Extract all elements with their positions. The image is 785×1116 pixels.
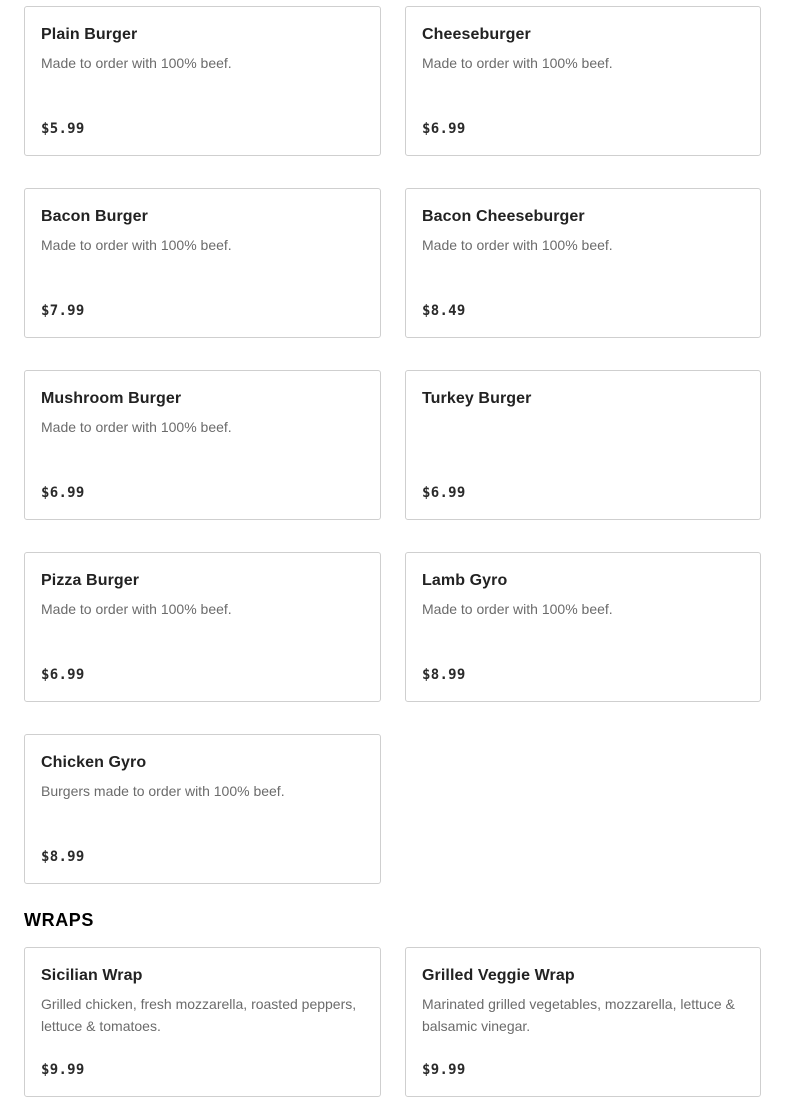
- menu-item-price: $6.99: [41, 485, 85, 501]
- menu-item-description: Grilled chicken, fresh mozzarella, roasted peppers, lettuce & tomatoes.: [41, 996, 357, 1034]
- menu-item-price: $9.99: [41, 1062, 85, 1078]
- menu-item-card[interactable]: [405, 6, 761, 156]
- menu-item-description: Made to order with 100% beef.: [422, 55, 613, 71]
- menu-item-price: $7.99: [41, 303, 85, 319]
- menu-item-name: Grilled Veggie Wrap: [422, 967, 575, 984]
- menu-item-name: Lamb Gyro: [422, 572, 508, 589]
- menu-item-card[interactable]: [24, 6, 381, 156]
- menu-item-name: Chicken Gyro: [41, 754, 147, 771]
- menu-item-card[interactable]: [405, 552, 761, 702]
- menu-item-description: Made to order with 100% beef.: [41, 237, 232, 253]
- menu-item-card[interactable]: [24, 188, 381, 338]
- menu-item-price: $9.99: [422, 1062, 466, 1078]
- menu-item-description: Made to order with 100% beef.: [41, 419, 232, 435]
- menu-item-name: Bacon Cheeseburger: [422, 208, 585, 225]
- menu-item-name: Pizza Burger: [41, 572, 140, 589]
- menu-item-name: Turkey Burger: [422, 390, 532, 407]
- menu-item-card[interactable]: [24, 734, 381, 884]
- menu-item-name: Plain Burger: [41, 26, 138, 43]
- menu-item-price: $8.99: [41, 849, 85, 865]
- menu-item-description: Made to order with 100% beef.: [422, 237, 613, 253]
- menu-item-price: $8.49: [422, 303, 466, 319]
- wraps-grid: [24, 947, 761, 1097]
- menu-item-card[interactable]: [24, 552, 381, 702]
- menu-item-name: Bacon Burger: [41, 208, 148, 225]
- menu-item-card[interactable]: [405, 370, 761, 520]
- menu-item-card[interactable]: [405, 947, 761, 1097]
- menu-item-description: Marinated grilled vegetables, mozzarella, lettuce & balsamic vinegar.: [422, 996, 735, 1034]
- menu-item-description: Made to order with 100% beef.: [41, 55, 232, 71]
- menu-item-description: Made to order with 100% beef.: [41, 601, 232, 617]
- menu-item-name: Sicilian Wrap: [41, 967, 143, 984]
- section-title-wraps: WRAPS: [24, 910, 94, 930]
- menu-item-description: Burgers made to order with 100% beef.: [41, 783, 285, 799]
- menu-item-price: $6.99: [422, 485, 466, 501]
- menu-item-card[interactable]: [24, 947, 381, 1097]
- menu-item-price: $6.99: [422, 121, 466, 137]
- menu-item-name: Mushroom Burger: [41, 390, 182, 407]
- burgers-grid: [24, 6, 761, 884]
- menu-item-name: Cheeseburger: [422, 26, 531, 43]
- menu-item-card[interactable]: [405, 188, 761, 338]
- menu-item-price: $6.99: [41, 667, 85, 683]
- menu-item-price: $8.99: [422, 667, 466, 683]
- menu-item-card[interactable]: [24, 370, 381, 520]
- menu-item-description: Made to order with 100% beef.: [422, 601, 613, 617]
- menu-item-price: $5.99: [41, 121, 85, 137]
